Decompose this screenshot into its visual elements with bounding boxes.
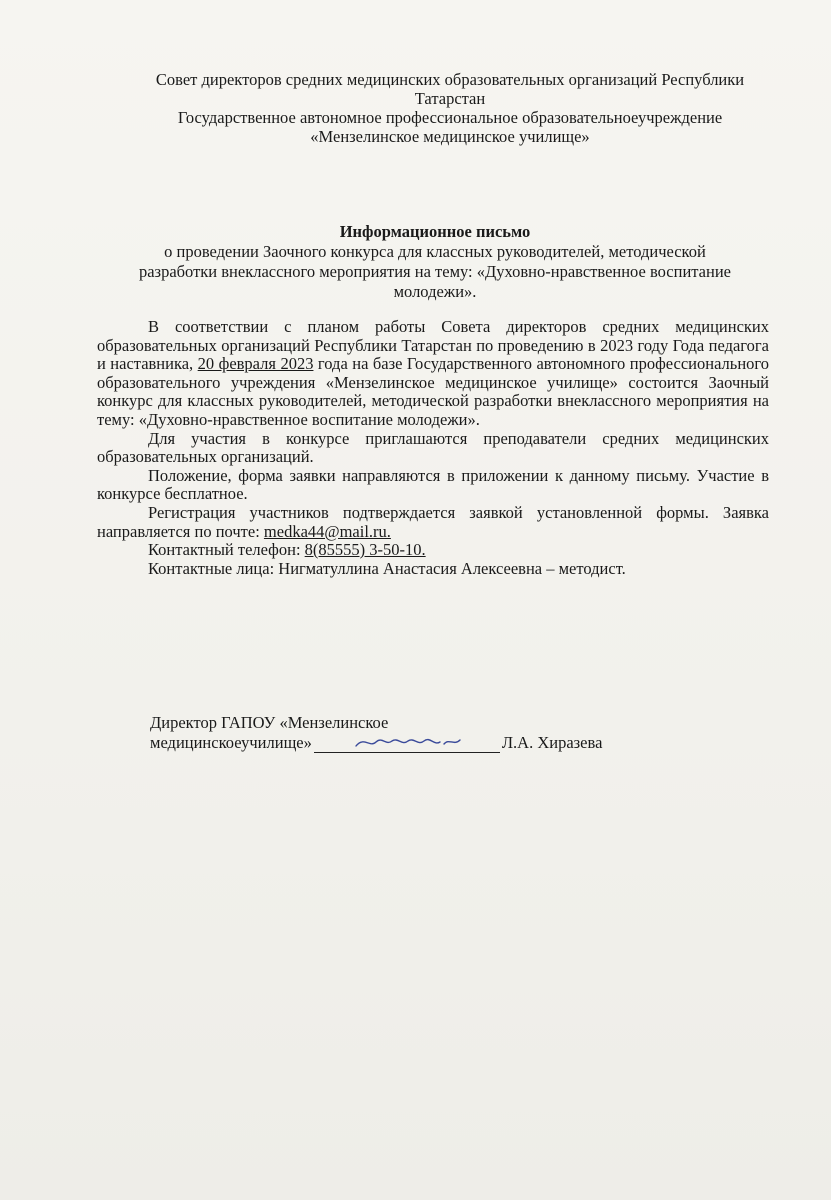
signature-field [314, 736, 500, 753]
signature-line [150, 733, 710, 753]
signature-scribble [354, 732, 464, 752]
letter-heading: Информационное письмо [339, 222, 531, 241]
paragraph-1-text-a: В соответствии с планом работы Совета директоров средних медицинских образовательных организаций Республики Татарстан по проведению в 2023 году Года педагога и наставника, [97, 317, 769, 374]
letterhead-line-1: Совет директоров средних медицинских образовательных организаций Республики [155, 70, 745, 89]
paragraph-6: Контактные лица: Нигматуллина Анастасия Алексеевна – методист. [148, 558, 626, 578]
letter-body [97, 318, 769, 578]
letterhead-line-2: Татарстан [414, 89, 486, 108]
phone-label: Контактный телефон: [148, 540, 305, 560]
subject-line-2: разработки внеклассного мероприятия на тему: «Духовно-нравственное воспитание [138, 262, 731, 281]
subject-line-3: молодежи». [393, 282, 477, 301]
event-date: 20 февраля 2023 [197, 354, 314, 374]
paragraph-5 [97, 541, 769, 560]
letterhead [100, 70, 800, 146]
paragraph-4-text: Регистрация участников подтверждается заявкой установленной формы. Заявка направляется по почте: [97, 502, 769, 541]
letter-title [110, 222, 760, 302]
paragraph-3: Положение, форма заявки направляются в приложении к данному письму. Участие в конкурсе бесплатное. [97, 465, 769, 504]
signatory-title: Директор ГАПОУ «Мензелинское [150, 713, 389, 732]
subject-line-1: о проведении Заочного конкурса для классных руководителей, методической [164, 242, 706, 261]
signature-block [150, 713, 710, 753]
paragraph-4 [97, 504, 769, 541]
signatory-name: Л.А. Хиразева [501, 733, 603, 752]
letterhead-line-3: Государственное автономное профессиональное образовательноеучреждение [177, 108, 723, 127]
signatory-org: медицинскоеучилище» [150, 733, 312, 752]
contact-phone: 8(85555) 3-50-10. [304, 540, 426, 560]
paragraph-1-text-b: года на базе Государственного автономного профессионального образовательного учреждения «Мензелинское медицинское училище» состоится Заочный конкурс для классных руководителей, методической разработки внеклассного мероприятия на тему: «Духовно-нравственное воспитание молодежи». [97, 354, 769, 429]
contact-email: medka44@mail.ru. [263, 521, 391, 541]
paragraph-1 [97, 318, 769, 430]
paragraph-2: Для участия в конкурсе приглашаются преподаватели средних медицинских образовательных организаций. [97, 428, 769, 467]
letterhead-line-4: «Мензелинское медицинское училище» [310, 127, 590, 146]
